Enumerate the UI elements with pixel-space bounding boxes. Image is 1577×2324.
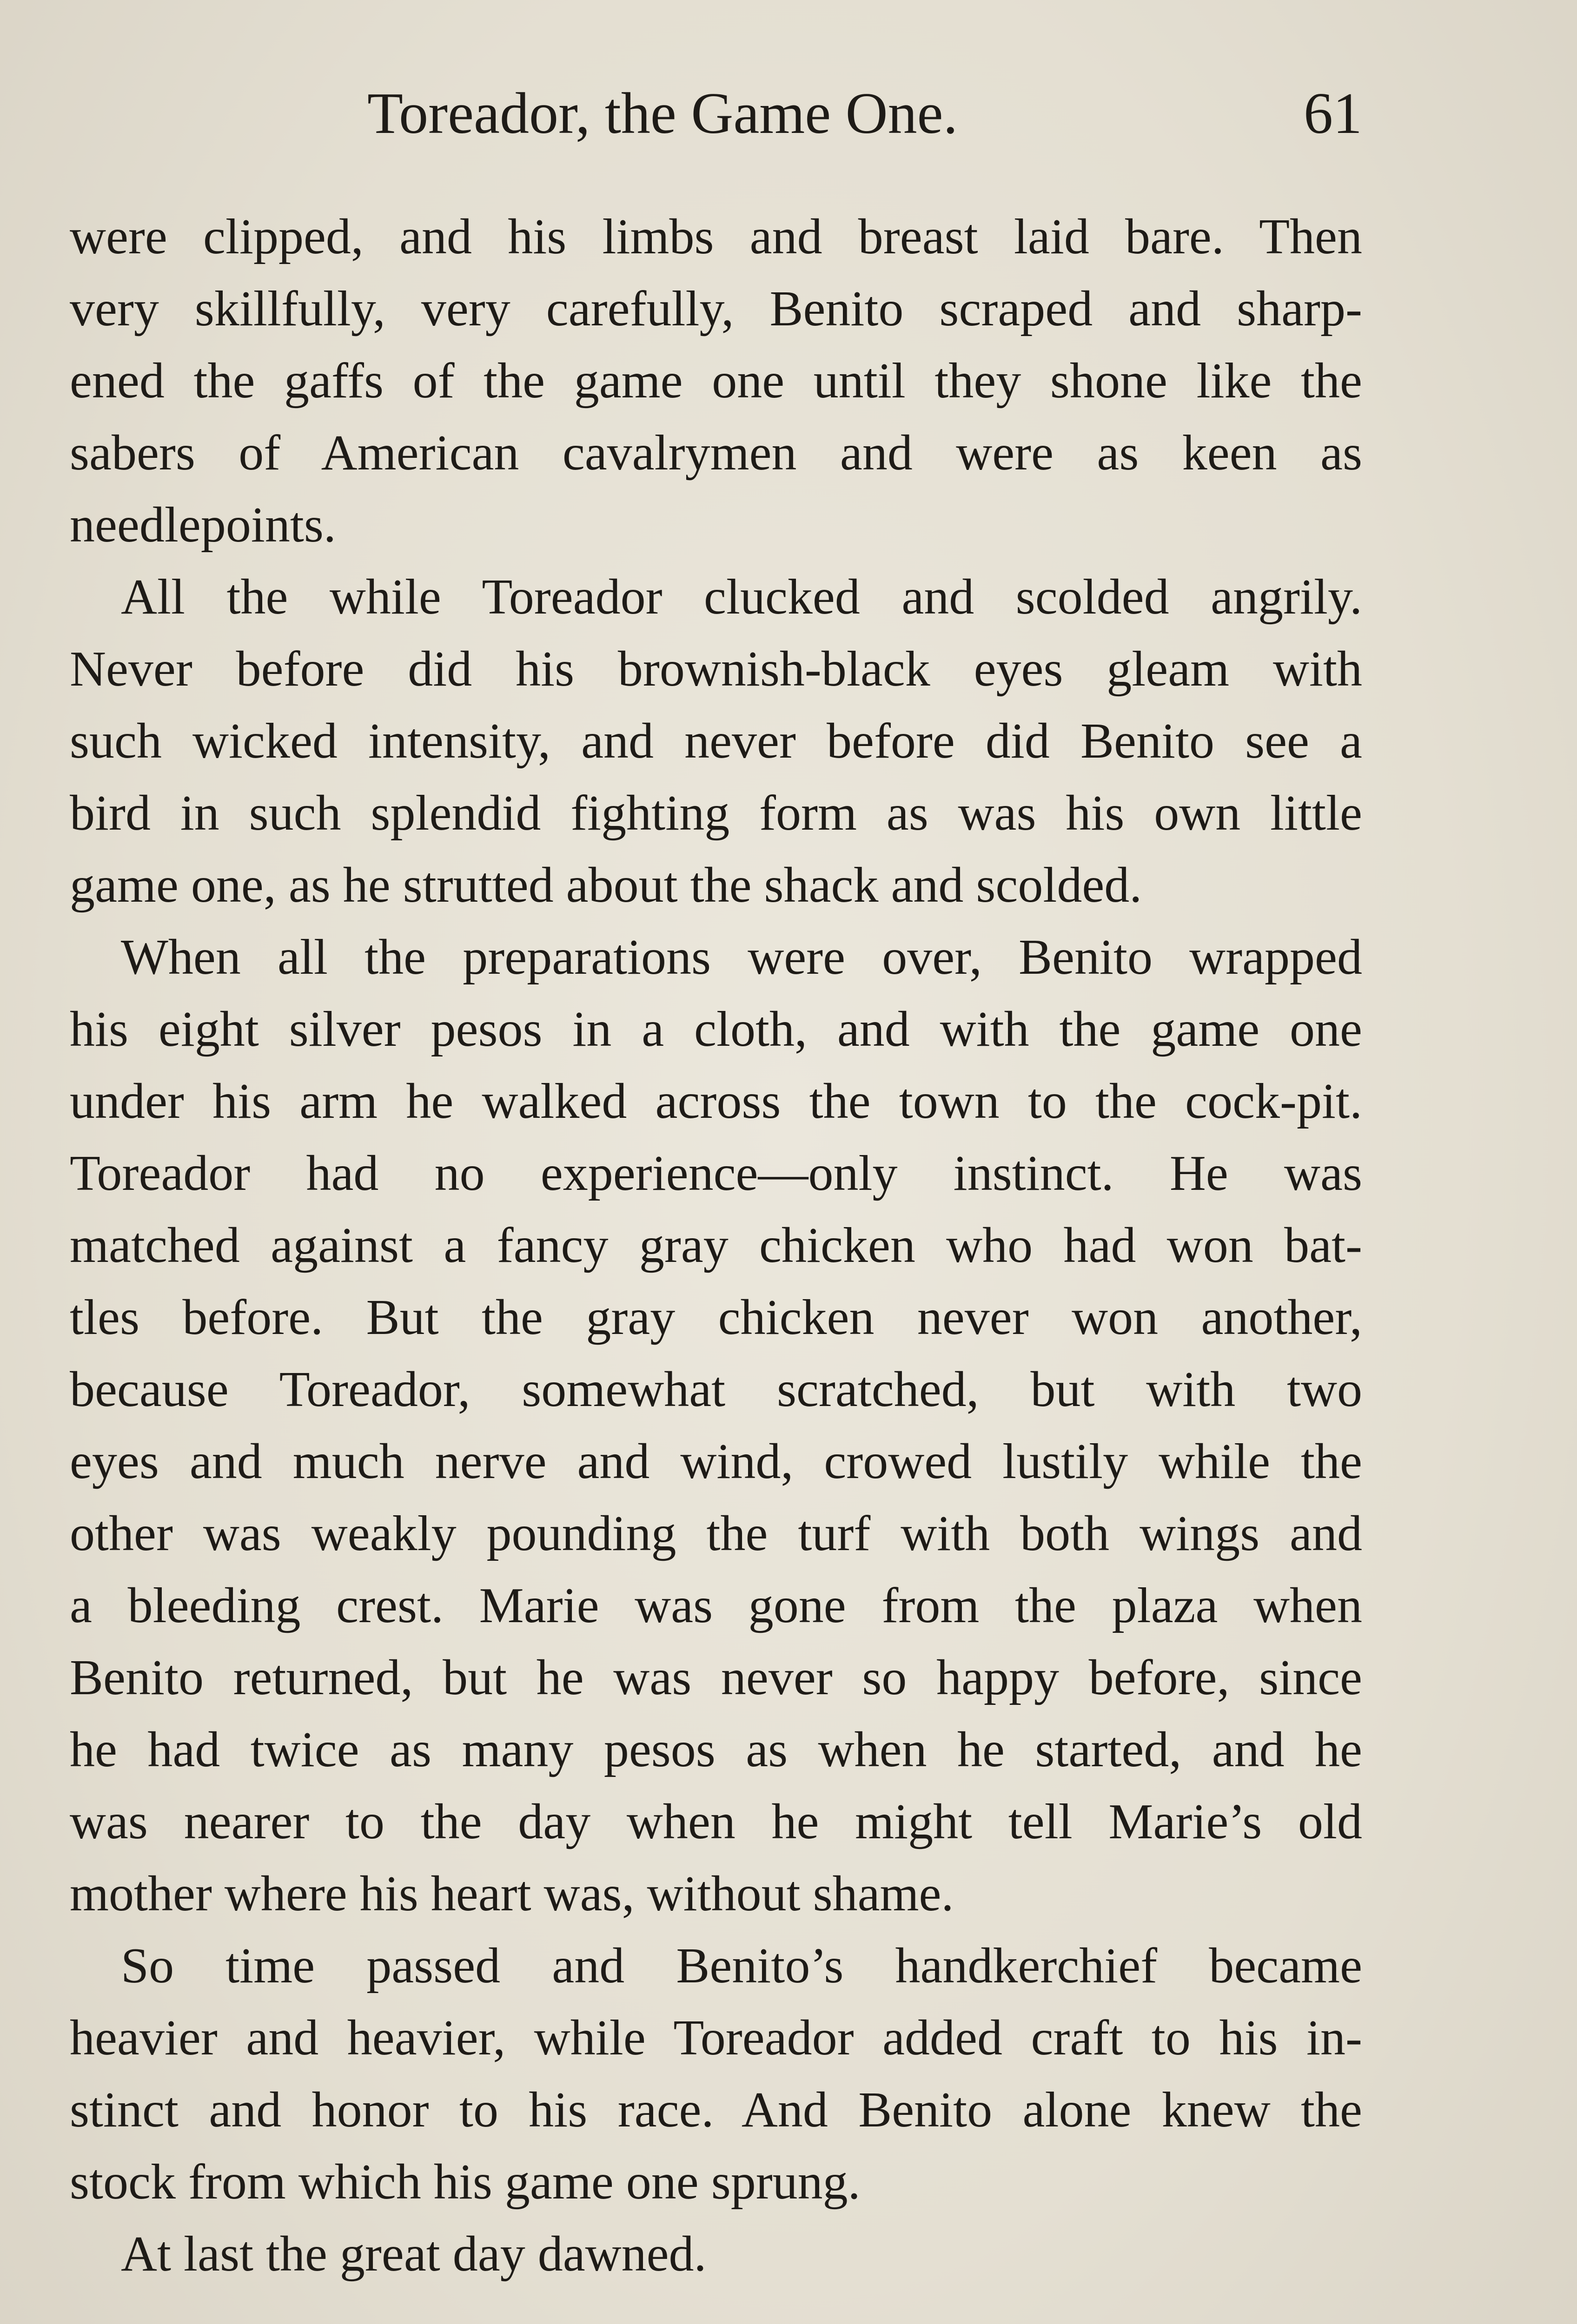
text-line: So time passed and Benito’s handkerchief became [121, 1938, 1362, 1994]
text-line: bird in such splendid fighting form as was his own little [70, 786, 1362, 841]
text-line: sabers of American cavalrymen and were as keen as [70, 425, 1362, 481]
text-line: eyes and much nerve and wind, crowed lustily while the [70, 1434, 1362, 1489]
text-line: a bleeding crest. Marie was gone from the plaza when [70, 1578, 1362, 1633]
text-line: were clipped, and his limbs and breast laid bare. Then [70, 209, 1362, 264]
text-line: At last the great day dawned. [121, 2226, 707, 2282]
text-line: because Toreador, somewhat scratched, but with two [70, 1362, 1362, 1417]
text-line: mother where his heart was, without shame. [70, 1866, 954, 1921]
text-line: Never before did his brownish-black eyes gleam with [70, 641, 1362, 697]
text-line: stinct and honor to his race. And Benito alone knew the [70, 2082, 1362, 2138]
text-line: All the while Toreador clucked and scolded angrily. [121, 569, 1362, 625]
text-line: his eight silver pesos in a cloth, and with the game one [70, 1002, 1362, 1057]
text-line: tles before. But the gray chicken never won another, [70, 1290, 1362, 1345]
text-line: Toreador had no experience—only instinct. He was [70, 1146, 1362, 1201]
text-line: Benito returned, but he was never so happy before, since [70, 1650, 1362, 1705]
text-line: other was weakly pounding the turf with both wings and [70, 1506, 1362, 1561]
text-line: such wicked intensity, and never before did Benito see a [70, 713, 1362, 769]
body-text [70, 201, 1362, 2290]
text-line: ened the gaffs of the game one until they shone like the [70, 353, 1362, 409]
text-line: heavier and heavier, while Toreador added craft to his in- [70, 2010, 1362, 2066]
text-line: When all the preparations were over, Benito wrapped [121, 930, 1362, 985]
text-line: was nearer to the day when he might tell Marie’s old [70, 1794, 1362, 1849]
page-number: 61 [1304, 81, 1362, 146]
running-title: Toreador, the Game One. [367, 81, 958, 146]
text-line: he had twice as many pesos as when he started, and he [70, 1722, 1362, 1777]
text-line: stock from which his game one sprung. [70, 2154, 861, 2210]
page-header [70, 77, 1362, 151]
text-line: very skillfully, very carefully, Benito scraped and sharp- [70, 281, 1362, 337]
text-line: matched against a fancy gray chicken who had won bat- [70, 1218, 1362, 1273]
text-line: under his arm he walked across the town to the cock-pit. [70, 1074, 1362, 1129]
text-line: needlepoints. [70, 497, 336, 553]
text-line: game one, as he strutted about the shack and scolded. [70, 858, 1142, 913]
